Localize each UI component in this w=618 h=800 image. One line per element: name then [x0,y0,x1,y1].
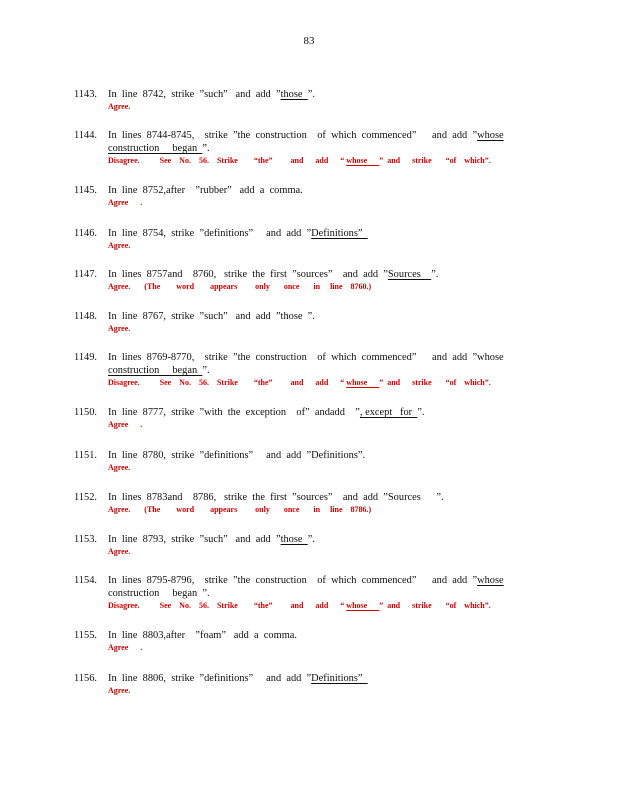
entry-response: Agree. [108,686,131,695]
entry-number: 1149. [74,352,97,363]
entry-text-line-1 [108,574,538,587]
entry-text-part: In line 8777, strike ”with the exception of” andadd ” [108,407,360,418]
entry-text: In line 8752,after ”rubber” add a comma. [108,185,303,196]
page-number: 83 [303,35,315,47]
entry-number: 1154. [74,575,97,586]
entry-text [108,672,538,685]
response-underlined: whose [346,156,380,165]
entry-response: Agree. [108,547,131,556]
entry-text [108,88,538,101]
response-part: Disagree. See No. 56. Strike “the” and add “ [108,156,347,165]
entry-text-line-1 [108,129,538,142]
entry-text-part: In lines 8783and 8786, strike the first ”sources” and add ”Sources ”. [108,492,444,503]
entry-text: In line 8803,after ”foam” add a comma. [108,630,297,641]
entry-number: 1156. [74,673,97,684]
entry-text-part: In lines 8795-8796, strike ”the construction of which commenced” and add ” [108,575,478,586]
entry-number: 1147. [74,269,97,280]
entry-number: 1145. [74,185,97,196]
entry-number: 1150. [74,407,97,418]
entry-number: 1143. [74,89,97,100]
entry-text-underlined: Definitions” [311,673,368,684]
entry-number: 1155. [74,630,97,641]
response-part: Disagree. See No. 56. Strike “the” and add “ [108,378,347,387]
entry-text-part: ”. [307,534,315,545]
response-part: ” and strike “of which”. [379,601,491,610]
entry-response: Agree . [108,643,143,652]
entry-response: Agree. (The word appears only once in line 8786.) [108,505,372,514]
entry-text-part: ”. [202,365,210,376]
response-part: Disagree. See No. 56. Strike “the” and add “ [108,601,347,610]
entry-number: 1152. [74,492,97,503]
entry-text-part: In line 8754, strike ”definitions” and add ” [108,228,312,239]
entry-text-line-1 [108,351,538,364]
entry-text-part: In line 8742, strike ”such” and add ” [108,89,281,100]
entry-response: Agree. [108,324,131,333]
entry-number: 1153. [74,534,97,545]
entry-text-underlined: Definitions” [311,228,368,239]
entry-text-part: In lines 8757and 8760, strike the first ”sources” and add ” [108,269,388,280]
entry-response: Agree . [108,420,143,429]
entry-text-underlined: , except for [359,407,418,418]
entry-response [108,155,538,167]
response-part: ” and strike “of which”. [379,156,491,165]
entry-response: Agree. (The word appears only once in line 8760.) [108,282,372,291]
entry-text-underlined: construction began [108,365,203,376]
entry-number: 1151. [74,450,97,461]
entry-text [108,406,538,419]
entry-text-underlined: whose [477,130,504,141]
response-underlined: whose [346,378,380,387]
entry-text-underlined: Sources [387,269,432,280]
entry-response: Agree. [108,102,131,111]
entry-text-part: construction began ”. [108,588,210,599]
entry-text-underlined: construction began [108,143,203,154]
entry-text-part: ”. [431,269,439,280]
entry-text-part: ”. [417,407,425,418]
entry-text-line-2 [108,364,538,377]
entry-text [108,533,538,546]
entry-text-line-2 [108,587,538,600]
entry-text [108,491,538,504]
entry-text-part: In line 8793, strike ”such” and add ” [108,534,281,545]
entry-number: 1146. [74,228,97,239]
entry-response [108,377,538,389]
entry-text-line-2 [108,142,538,155]
entry-text-part: In lines 8769-8770, strike ”the construction of which commenced” and add ”whose [108,352,504,363]
entry-text-part: In line 8767, strike ”such” and add ”those ”. [108,311,315,322]
entry-number: 1148. [74,311,97,322]
entry-text-underlined: those [280,534,308,545]
entry-response: Agree. [108,463,131,472]
entry-text-part: ”. [307,89,315,100]
response-underlined: whose [346,601,380,610]
entry-response: Agree. [108,241,131,250]
entry-text-part: ”. [202,143,210,154]
entry-text [108,449,538,462]
entry-text [108,227,538,240]
entry-response [108,600,538,612]
entry-number: 1144. [74,130,97,141]
entry-text-part: In lines 8744-8745, strike ”the construction of which commenced” and add ” [108,130,478,141]
entry-text-part: In line 8806, strike ”definitions” and add ” [108,673,312,684]
entry-text [108,268,538,281]
entry-text-part: In line 8780, strike ”definitions” and add ”Definitions”. [108,450,366,461]
entry-text-underlined: those [280,89,308,100]
entry-text [108,310,538,323]
entry-text-underlined: whose [477,575,504,586]
entry-response: Agree . [108,198,143,207]
response-part: ” and strike “of which”. [379,378,491,387]
